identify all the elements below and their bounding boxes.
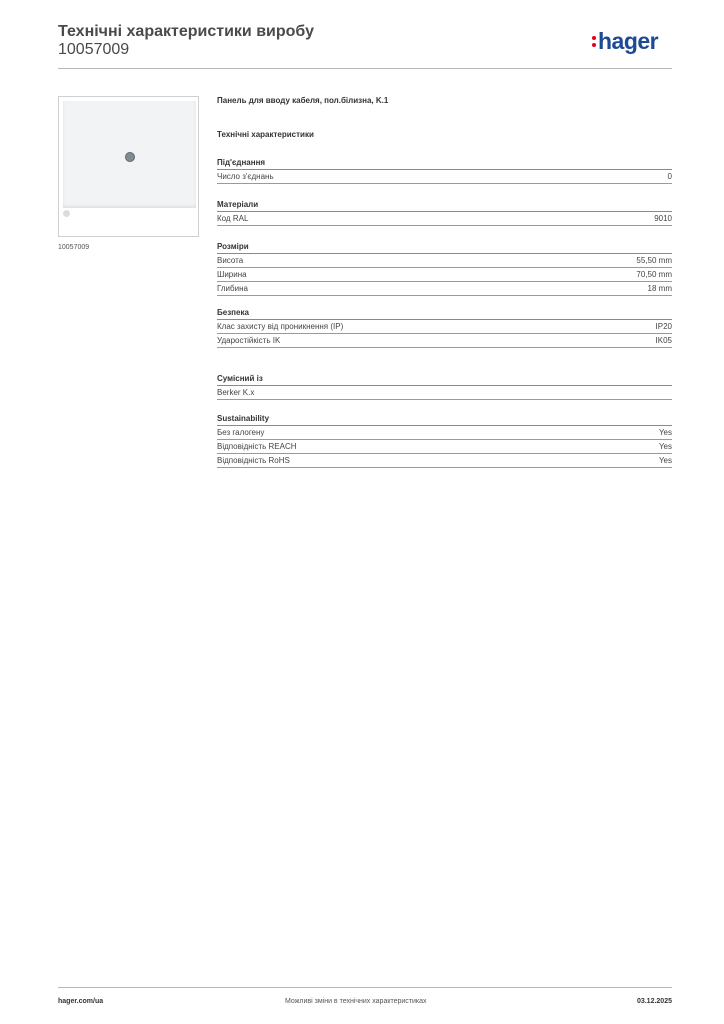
spec-label: Глибина	[217, 284, 248, 293]
group-compatible	[217, 370, 672, 400]
group-title: Sustainability	[217, 410, 672, 426]
spec-label: Число з'єднань	[217, 172, 274, 181]
image-thumbnail-dot[interactable]	[63, 210, 70, 217]
spec-row	[217, 212, 672, 226]
spec-value: IP20	[655, 322, 672, 331]
spec-row	[217, 170, 672, 184]
footer-notice: Можливі зміни в технічних характеристиках	[285, 998, 427, 1005]
group-connection	[217, 154, 672, 184]
footer-divider	[58, 987, 672, 988]
spec-value: IK05	[655, 336, 672, 345]
group-title: Під'єднання	[217, 154, 672, 170]
group-title: Безпека	[217, 304, 672, 320]
spec-value: 9010	[654, 214, 672, 223]
group-title: Розміри	[217, 238, 672, 254]
spec-label: Відповідність RoHS	[217, 456, 290, 465]
group-safety	[217, 304, 672, 348]
spec-section	[217, 95, 672, 468]
logo-text: hager	[598, 28, 659, 54]
spec-label: Ширина	[217, 270, 247, 279]
spec-label: Код RAL	[217, 214, 249, 223]
spec-label: Відповідність REACH	[217, 442, 297, 451]
spec-heading: Технічні характеристики	[217, 130, 314, 139]
footer-date: 03.12.2025	[636, 998, 672, 1005]
spec-row	[217, 320, 672, 334]
product-name: Панель для вводу кабеля, пол.білизна, K.1	[217, 96, 389, 105]
spec-value: 0	[667, 172, 672, 181]
spec-row	[217, 454, 672, 468]
logo-dots-icon	[592, 36, 597, 48]
spec-label: Клас захисту від проникнення (IP)	[217, 322, 344, 331]
spec-label: Ударостійкість IK	[217, 336, 281, 345]
page-title: Технічні характеристики виробу	[58, 23, 314, 40]
spec-row	[217, 334, 672, 348]
product-image	[58, 96, 199, 237]
spec-label: Berker K.x	[217, 388, 255, 397]
spec-row	[217, 268, 672, 282]
spec-value: 55,50 mm	[636, 256, 672, 265]
group-title: Сумісний із	[217, 370, 672, 386]
spec-value: Yes	[658, 456, 672, 465]
image-caption: 10057009	[58, 244, 90, 251]
group-sustainability	[217, 410, 672, 468]
spec-row	[217, 254, 672, 268]
group-materials	[217, 196, 672, 226]
spec-value: 70,50 mm	[636, 270, 672, 279]
group-dimensions	[217, 238, 672, 296]
header-divider	[58, 68, 672, 69]
spec-value: Yes	[658, 442, 672, 451]
cable-hole-icon	[125, 152, 135, 162]
spec-row	[217, 440, 672, 454]
spec-value: 18 mm	[647, 284, 672, 293]
spec-label: Без галогену	[217, 428, 265, 437]
spec-row	[217, 282, 672, 296]
spec-row	[217, 426, 672, 440]
group-title: Матеріали	[217, 196, 672, 212]
cable-panel-image	[63, 101, 196, 208]
spec-row	[217, 386, 672, 400]
product-code: 10057009	[58, 41, 130, 58]
spec-value: Yes	[658, 428, 672, 437]
footer-website-link[interactable]: hager.com/ua	[58, 998, 104, 1005]
hager-logo	[592, 28, 658, 54]
spec-label: Висота	[217, 256, 244, 265]
